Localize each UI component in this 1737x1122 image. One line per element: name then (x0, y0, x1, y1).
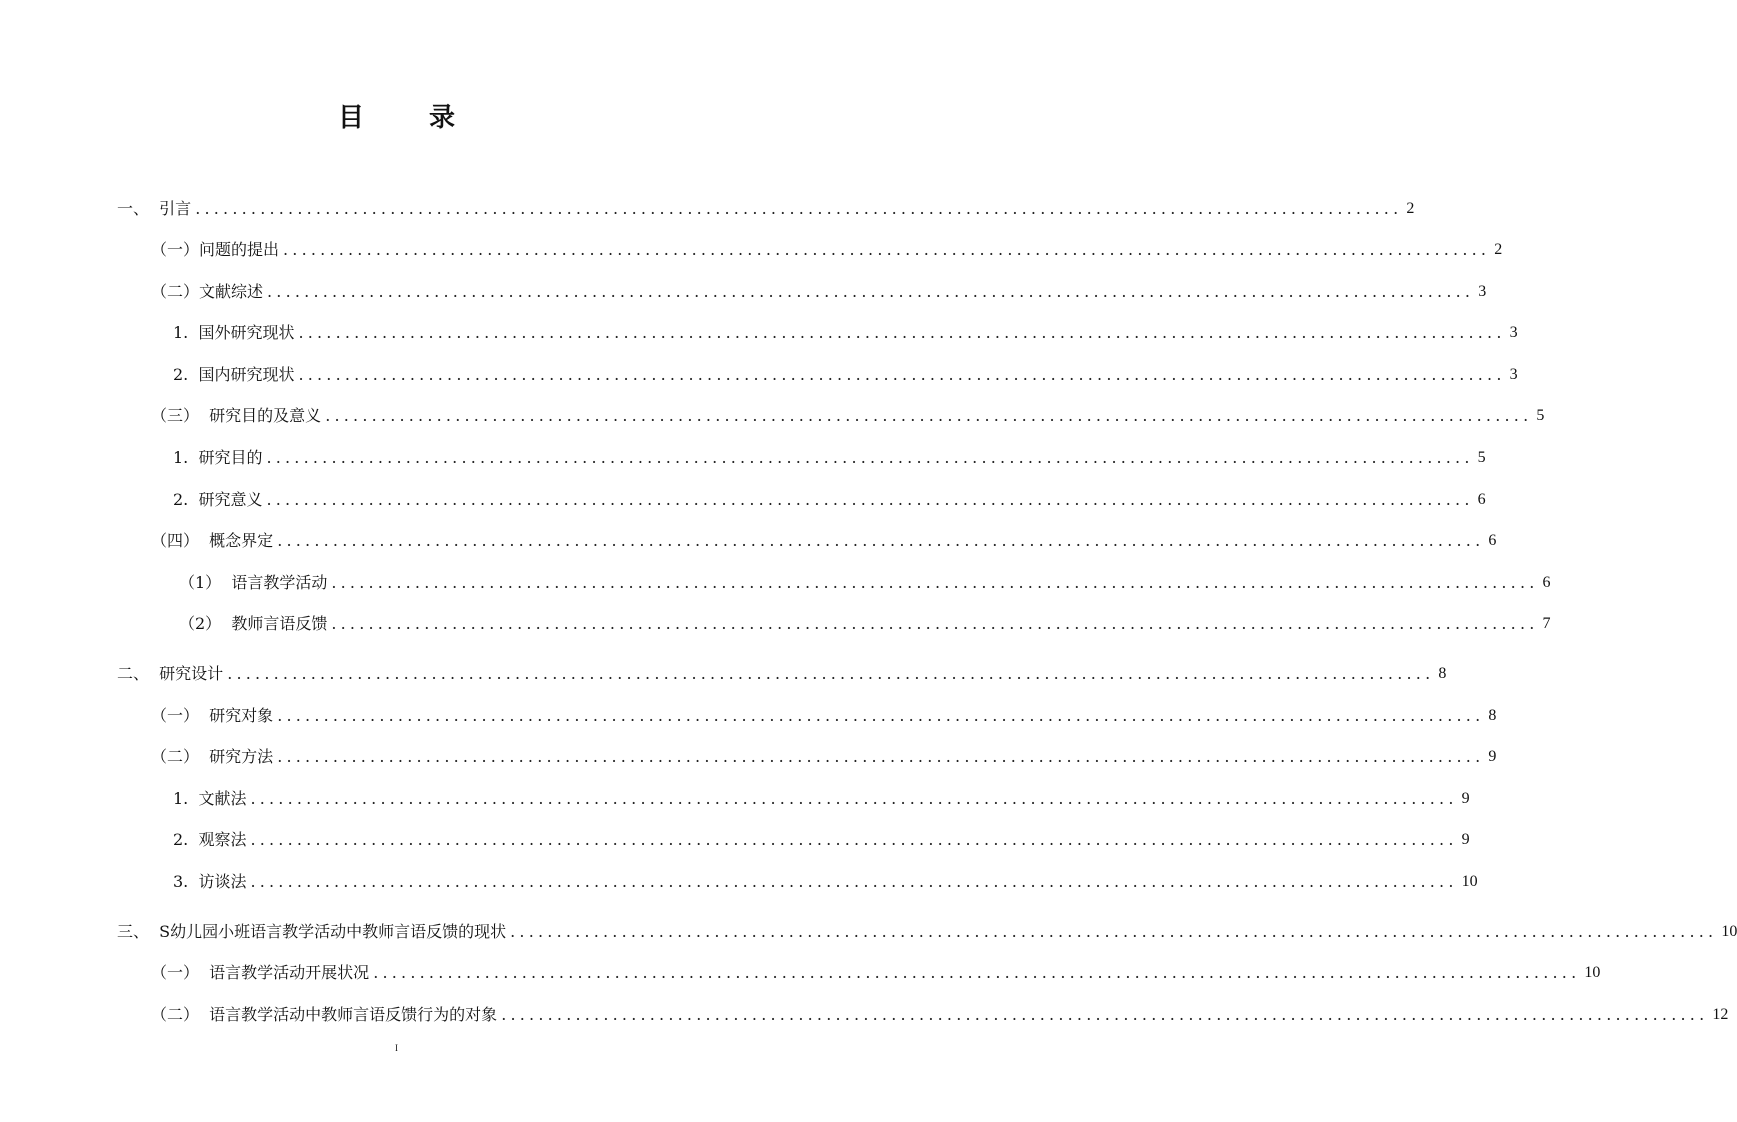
dot-leader: .................................................................................................................................. (331, 614, 1539, 633)
toc-entry-page: 3 (1478, 283, 1487, 300)
toc-entry-label: （四） 概念界定 (151, 531, 274, 550)
toc-entry-purpose-significance[interactable] (151, 404, 1545, 428)
toc-entry-page: 5 (1536, 407, 1545, 424)
toc-entry-page: 9 (1488, 748, 1497, 765)
dot-leader: .................................................................................................................................. (501, 1005, 1709, 1024)
toc-entry-language-teaching-activity[interactable] (179, 571, 1551, 595)
toc-entry-literature-review[interactable] (151, 280, 1487, 304)
dot-leader: .................................................................................................................................. (283, 240, 1491, 259)
dot-leader: .................................................................................................................................. (227, 664, 1435, 683)
dot-leader: .................................................................................................................................. (331, 573, 1539, 592)
toc-entry-activity-status[interactable] (151, 961, 1601, 985)
toc-entry-page: 8 (1488, 707, 1497, 724)
toc-entry-label: （二）文献综述 (151, 282, 264, 301)
toc-entry-page: 5 (1477, 449, 1486, 466)
toc-entry-label: 一、 引言 (117, 199, 192, 218)
dot-leader: .................................................................................................................................. (277, 531, 1485, 550)
toc-entry-page: 10 (1584, 964, 1601, 981)
page-title: 目 录 (337, 103, 484, 133)
toc-entry-research-subjects[interactable] (151, 704, 1497, 728)
toc-entry-label: 2. 国内研究现状 (173, 365, 295, 384)
toc-entry-research-question[interactable] (151, 238, 1503, 262)
toc-entry-literature-method[interactable] (173, 787, 1470, 811)
toc-entry-feedback-targets[interactable] (151, 1003, 1729, 1027)
toc-entry-label: （1） 语言教学活动 (179, 573, 328, 592)
toc-entry-introduction[interactable] (117, 197, 1415, 221)
toc-entry-label: （一）问题的提出 (151, 240, 280, 259)
toc-entry-page: 8 (1438, 665, 1447, 682)
toc-entry-current-status[interactable] (117, 920, 1737, 944)
toc-entry-research-purpose[interactable] (173, 446, 1486, 470)
dot-leader: .................................................................................................................................. (298, 323, 1506, 342)
dot-leader: .................................................................................................................................. (277, 747, 1485, 766)
dot-leader: .................................................................................................................................. (195, 199, 1403, 218)
toc-entry-page: 12 (1712, 1006, 1729, 1023)
toc-entry-label: 3. 访谈法 (173, 872, 247, 891)
dot-leader: .................................................................................................................................. (510, 922, 1718, 941)
dot-leader: .................................................................................................................................. (325, 406, 1533, 425)
toc-entry-label: 二、 研究设计 (117, 664, 224, 683)
toc-entry-label: （一） 语言教学活动开展状况 (151, 963, 370, 982)
toc-entry-page: 6 (1488, 532, 1497, 549)
toc-entry-label: 1. 文献法 (173, 789, 247, 808)
dot-leader: .................................................................................................................................. (267, 282, 1475, 301)
toc-entry-label: （二） 研究方法 (151, 747, 274, 766)
toc-entry-concept-definition[interactable] (151, 529, 1497, 553)
toc-entry-label: 2. 观察法 (173, 830, 247, 849)
toc-entry-label: （2） 教师言语反馈 (179, 614, 328, 633)
toc-entry-research-methods[interactable] (151, 745, 1497, 769)
toc-entry-foreign-research[interactable] (173, 321, 1518, 345)
toc-entry-research-design[interactable] (117, 662, 1447, 686)
toc-entry-page: 3 (1509, 366, 1518, 383)
toc-entry-domestic-research[interactable] (173, 363, 1518, 387)
dot-leader: .................................................................................................................................. (373, 963, 1581, 982)
toc-entry-page: 3 (1509, 324, 1518, 341)
toc-entry-page: 9 (1461, 790, 1470, 807)
toc-entry-label: 三、 S幼儿园小班语言教学活动中教师言语反馈的现状 (117, 922, 507, 941)
dot-leader: .................................................................................................................................. (266, 448, 1474, 467)
dot-leader: .................................................................................................................................. (266, 490, 1474, 509)
dot-leader: .................................................................................................................................. (298, 365, 1506, 384)
toc-entry-label: 1. 国外研究现状 (173, 323, 295, 342)
toc-entry-page: 9 (1461, 831, 1470, 848)
dot-leader: .................................................................................................................................. (250, 830, 1458, 849)
toc-entry-teacher-verbal-feedback[interactable] (179, 612, 1551, 636)
toc-entry-research-significance[interactable] (173, 488, 1486, 512)
toc-entry-page: 2 (1494, 241, 1503, 258)
toc-entry-observation-method[interactable] (173, 828, 1470, 852)
footer-page-number: I (395, 1043, 398, 1053)
dot-leader: .................................................................................................................................. (250, 872, 1458, 891)
dot-leader: .................................................................................................................................. (277, 706, 1485, 725)
toc-entry-page: 10 (1721, 923, 1737, 940)
toc-entry-page: 6 (1542, 574, 1551, 591)
toc-entry-page: 7 (1542, 615, 1551, 632)
toc-entry-label: 2. 研究意义 (173, 490, 263, 509)
toc-entry-label: 1. 研究目的 (173, 448, 263, 467)
toc-entry-label: （一） 研究对象 (151, 706, 274, 725)
toc-entry-label: （三） 研究目的及意义 (151, 406, 322, 425)
toc-entry-page: 2 (1406, 200, 1415, 217)
toc-entry-label: （二） 语言教学活动中教师言语反馈行为的对象 (151, 1005, 498, 1024)
toc-entry-page: 10 (1461, 873, 1478, 890)
toc-entry-interview-method[interactable] (173, 870, 1478, 894)
dot-leader: .................................................................................................................................. (250, 789, 1458, 808)
toc-entry-page: 6 (1477, 491, 1486, 508)
